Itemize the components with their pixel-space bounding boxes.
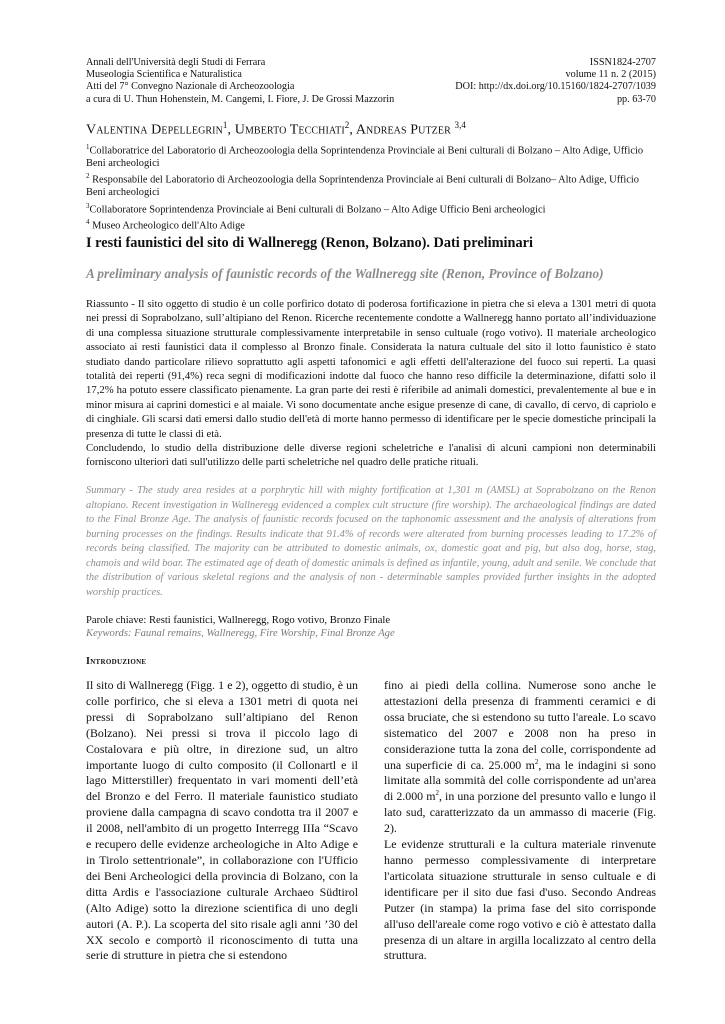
proceedings: Atti del 7° Convegno Nazionale di Archeozoologia bbox=[86, 81, 295, 93]
keywords-italian: Parole chiave: Resti faunistici, Wallneregg, Rogo votivo, Bronzo Finale bbox=[86, 615, 391, 626]
affiliation-number: 2 bbox=[86, 172, 90, 181]
keywords-block bbox=[86, 614, 656, 640]
abstract-paragraph: Concludendo, lo studio della distribuzione delle diverse regioni scheletriche e l'analisi di alcuni campioni non determinabili forniscono ulteriori dati sull'utilizzo delle parti scheletriche nel quadro delle pratiche rituali. bbox=[86, 442, 656, 469]
affiliation-text: Museo Archeologico dell'Alto Adige bbox=[89, 220, 245, 232]
body-text: , ma le indagini si sono limitate alla sommità del colle corrispondente ad un'area di 2.000 m bbox=[384, 757, 657, 804]
body-text: fino ai piedi della collina. Numerose sono anche le attestazioni della presenza di frammenti ceramici e di ossa bruciate, che si estendono su tutto l'areale. Lo scavo sistematico del 2007 e 2008 non ha preso in considerazione tutta la zona del colle, corrispondente ad una superficie di ca. 25.000 m bbox=[384, 678, 656, 772]
author-affil-mark: 1 bbox=[222, 120, 228, 130]
body-paragraph bbox=[384, 678, 656, 837]
body-text: , in una porzione del presunto vallo e lungo il lato sud, caratterizzato da un ammasso di macerie (Fig. 2). bbox=[384, 789, 657, 836]
abstract-italian bbox=[86, 297, 656, 470]
section-heading: Introduzione bbox=[86, 656, 147, 667]
author-affil-mark: 2 bbox=[344, 120, 350, 130]
affiliation bbox=[86, 216, 658, 233]
doi[interactable]: DOI: http://dx.doi.org/10.15160/1824-2707/1039 bbox=[455, 81, 656, 93]
superscript: 2 bbox=[534, 757, 539, 766]
affiliation-number: 4 bbox=[86, 218, 90, 227]
author-name: Umberto Tecchiati bbox=[234, 122, 345, 138]
affiliation bbox=[86, 170, 658, 199]
author-list: Valentina Depellegrin$^1$, Umberto Tecchiati$^2$, Andreas Putzer $^{3,4}$ bbox=[86, 120, 467, 138]
journal-header bbox=[86, 57, 656, 106]
abstract-paragraph: Riassunto - Il sito oggetto di studio è un colle porfirico dotato di poderosa fortificazione in pietra che si eleva a 1301 metri di quota nei pressi di Soprabolzano, sull’altipiano del Renon. Ricerche recentemente condotte a Wallneregg hanno portato all’individuazione di una complessa situazione strutturale complessivamente interpretabile in senso cultuale (rogo votivo). Il materiale archeologico associato ai resti faunistici data il complesso al Bronzo finale. Considerata la natura cultuale del sito il lotto faunistico è stato studiato dando particolare rilievo soprattutto agli aspetti tafonomici e agli effetti dell'alterazione del fuoco sui reperti. La quasi totalità dei reperti (91,4%) reca segni di modificazioni indotte dal fuoco che hanno reso difficile la determinazione, difatti solo il 17,2% ha potuto essere classificato pienamente. La gran parte dei resti è riferibile ad animali domestici, prevalentemente al bue e in minor misura ai caprini domestici e al maiale. Vi sono documentate anche esigue presenze di cane, di cavallo, di cervo, di capriolo e di cinghiale. Gli scarsi dati emersi dallo studio dell'età di morte hanno permesso di identificare per le specie domestiche principali la presenza di tutte le classi di età. bbox=[86, 298, 656, 440]
affiliation bbox=[86, 141, 658, 170]
body-paragraph: Le evidenze strutturali e la cultura materiale rinvenute hanno permesso complessivamente di interpretare l'articolata situazione strutturale in senso cultuale e di identificare per il sito due fasi d'uso. Secondo Andreas Putzer (in stampa) la prima fase del sito corrisponde all'uso dell'areale come rogo votivo e ciò è attestato dalla presenza di un altare in argilla localizzato al centro della struttura. bbox=[384, 837, 656, 963]
journal-series: Museologia Scientifica e Naturalistica bbox=[86, 69, 242, 81]
author-name: Andreas Putzer bbox=[355, 122, 451, 138]
affiliation-text: Responsabile del Laboratorio di Archeozoologia della Soprintendenza Provinciale ai Beni culturali di Bolzano– Alto Adige, Ufficio Beni archeologici bbox=[86, 174, 640, 199]
issn: ISSN1824-2707 bbox=[589, 57, 656, 68]
abstract-english: Summary - The study area resides at a porphrytic hill with mighty fortification at 1,301 m (AMSL) at Soprabolzano on the Renon altopiano. Recent investigation in Wallneregg evidenced a complex cult structure (fire worship). The archaeological findings are dated to the Final Bronze Age. The analysis of faunistic records focused on the taphonomic assessment and the analysis of alterations from burning processes on the findings. Results indicate that 91.4% of records were alterated from burning processes leading to 17.2% of records being classified. The majority can be attributed to domestic animals, ox, domestic goat and pig, but also dog, horse, stag, chamois and wild boar. The estimated age of death of domestic animals is defined as infantile, young, adult and senile. We conclude that the distribution of various skeletal regions and the analysis of non - determinable samples provided further insights in the adopted worship practices. bbox=[86, 485, 656, 598]
affiliation-text: Collaboratore Soprintendenza Provinciale ai Beni culturali di Bolzano – Alto Adige Ufficio Beni archeologici bbox=[89, 204, 546, 216]
affiliation bbox=[86, 200, 658, 217]
affiliation-number: 3 bbox=[86, 201, 90, 210]
editors: a cura di U. Thun Hohenstein, M. Cangemi, I. Fiore, J. De Grossi Mazzorin bbox=[86, 93, 395, 105]
author-affil-mark: 3,4 bbox=[454, 120, 467, 130]
superscript: 2 bbox=[435, 789, 439, 798]
body-column-left bbox=[86, 678, 358, 964]
affiliation-text: Collaboratrice del Laboratorio di Archeozoologia della Soprintendenza Provinciale ai Beni culturali di Bolzano – Alto Adige, Ufficio Beni archeologici bbox=[86, 145, 644, 169]
paper-title-english: A preliminary analysis of faunistic records of the Wallneregg site (Renon, Province of Bolzano) bbox=[86, 266, 604, 281]
volume: volume 11 n. 2 (2015) bbox=[565, 69, 656, 81]
header-row bbox=[86, 57, 656, 69]
journal-name: Annali dell'Università degli Studi di Ferrara bbox=[86, 57, 266, 68]
header-row bbox=[86, 94, 656, 106]
keywords-english: Keywords: Faunal remains, Wallneregg, Fire Worship, Final Bronze Age bbox=[86, 628, 395, 640]
author-name: Valentina Depellegrin bbox=[86, 122, 223, 138]
affiliations bbox=[86, 141, 658, 233]
affiliation-number: 1 bbox=[86, 143, 90, 151]
header-row bbox=[86, 69, 656, 81]
body-paragraph: Il sito di Wallneregg (Figg. 1 e 2), oggetto di studio, è un colle porfirico, che si eleva a 1301 metri di quota nei pressi di Soprabolzano sull’altipiano del Renon (Bolzano). Nei pressi si trova il piccolo lago di Costalovara e più oltre, in direzione sud, un altro importante luogo di culto composito (il Collonartl e il lago Mitterstiller) frequentato in vari momenti dell’età del Bronzo e del Ferro. Il materiale faunistico studiato proviene dalla campagna di scavo condotta tra il 2007 e il 2008, nell'ambito di un progetto Interregg IIIa “Scavo e recupero delle evidenze archeologiche in Alto Adige e in Tirolo settentrionale”, in collaborazione con l'Ufficio dei Beni Archeologici della provincia di Bolzano, con la ditta Ardis e l'associazione culturale Archaeo Südtirol (Alto Adige) sotto la direzione scientifica di uno degli autori (A. P.). La scoperta del sito risale agli anni ’30 del XX secolo e comportò il riconoscimento di tutta una serie di strutture in pietra che si estendono bbox=[86, 678, 358, 963]
header-row bbox=[86, 81, 656, 93]
body-column-right bbox=[384, 678, 656, 964]
paper-title: I resti faunistici del sito di Wallneregg (Renon, Bolzano). Dati preliminari bbox=[86, 235, 533, 251]
pages: pp. 63-70 bbox=[616, 93, 656, 105]
